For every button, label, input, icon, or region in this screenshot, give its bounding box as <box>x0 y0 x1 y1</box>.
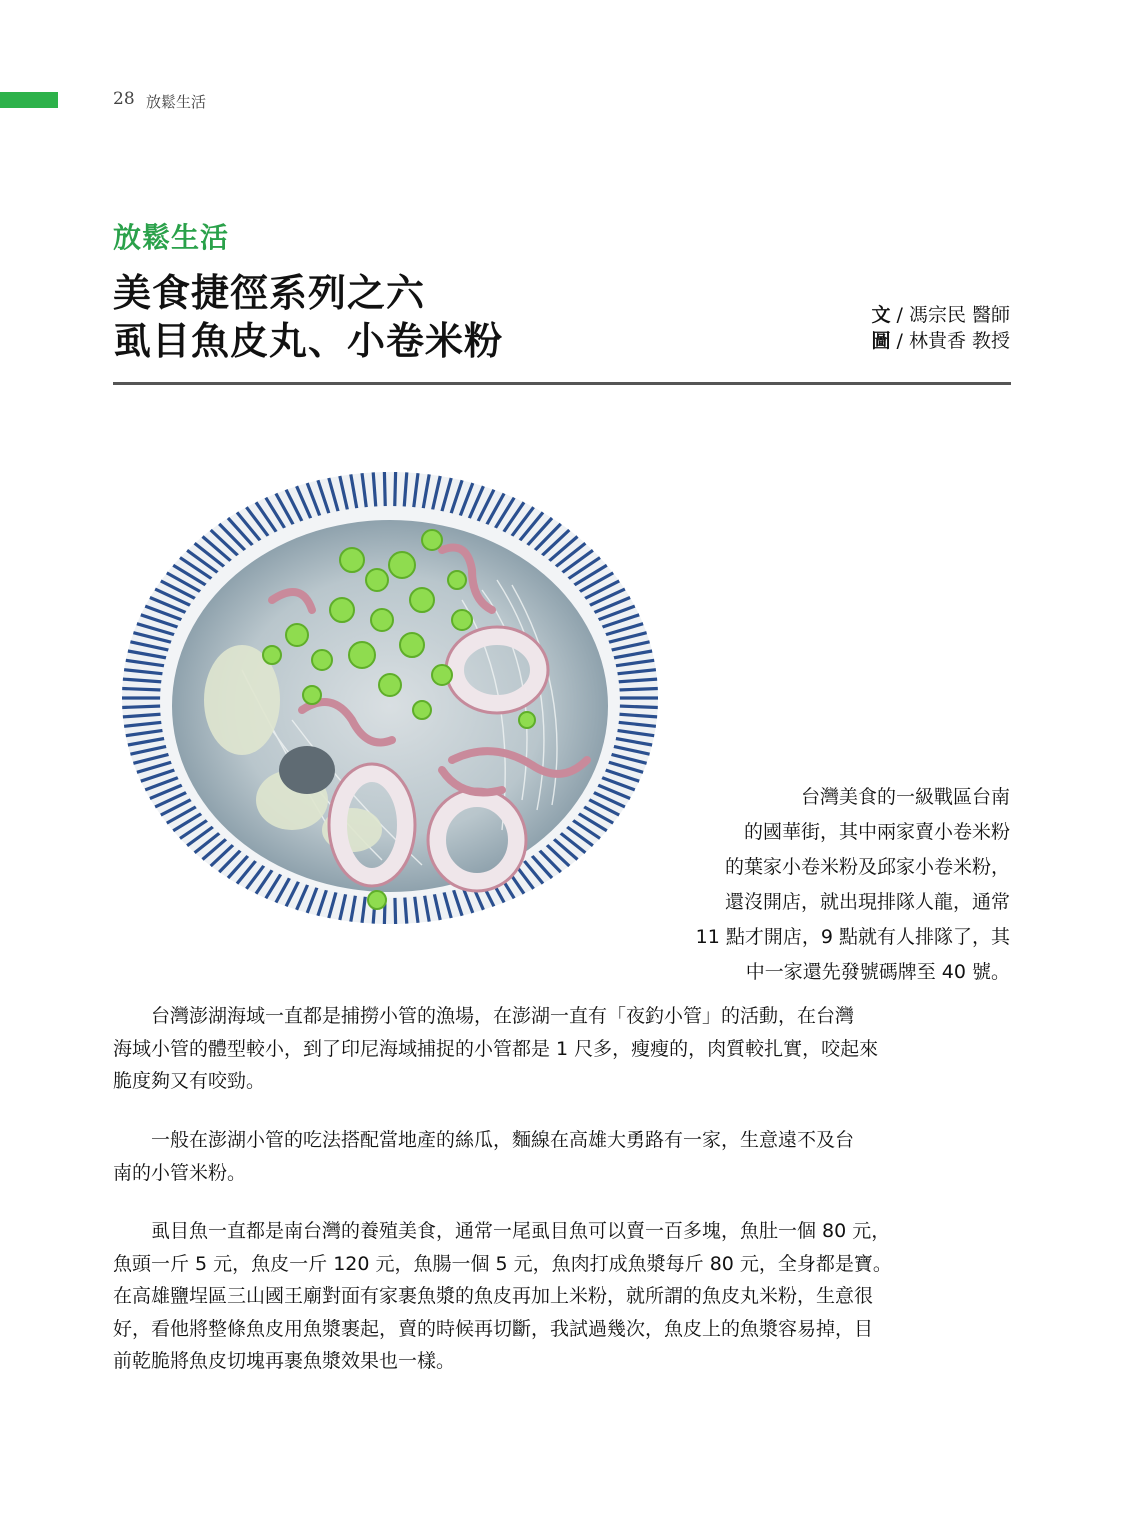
paragraph-line: 魚頭一斤 5 元，魚皮一斤 120 元，魚腸一個 5 元，魚肉打成魚漿每斤 80 元，全身都是寶。 <box>113 1252 892 1275</box>
intro-line: 台灣美食的一級戰區台南 <box>800 786 1010 808</box>
credit-photo-name: / 林貴香 教授 <box>890 330 1010 352</box>
credit-author-label: 文 <box>871 304 891 326</box>
paragraph-line: 前乾脆將魚皮切塊再裹魚漿效果也一樣。 <box>113 1350 456 1372</box>
intro-line: 11 點才開店，9 點就有人排隊了，其 <box>695 926 1010 948</box>
credit-photographer <box>871 326 1010 353</box>
credit-author-name: / 馮宗民 醫師 <box>890 304 1010 326</box>
title-divider <box>113 382 1011 385</box>
paragraph-line: 在高雄鹽埕區三山國王廟對面有家裹魚漿的魚皮再加上米粉，就所謂的魚皮丸米粉，生意很 <box>113 1285 874 1307</box>
paragraph-line: 海域小管的體型較小，到了印尼海域捕捉的小管都是 1 尺多，瘦瘦的，肉質較扎實，咬起來 <box>113 1037 879 1060</box>
squid-rice-noodle-bowl-photo <box>122 470 662 930</box>
paragraph-penghu <box>113 1124 1011 1189</box>
intro-text <box>640 780 1010 990</box>
article-title-line2: 虱目魚皮丸、小卷米粉 <box>113 319 504 363</box>
running-head: 放鬆生活 <box>146 93 207 111</box>
intro-line: 還沒開店，就出現排隊人龍，通常 <box>724 891 1010 913</box>
intro-line: 的國華街，其中兩家賣小卷米粉 <box>743 821 1010 843</box>
page-number: 28 <box>113 89 135 109</box>
paragraph-squid <box>113 1000 1011 1098</box>
credit-author <box>871 300 1010 327</box>
paragraph-line: 好，看他將整條魚皮用魚漿裹起，賣的時候再切斷，我試過幾次，魚皮上的魚漿容易掉，目 <box>113 1317 874 1340</box>
paragraph-milkfish <box>113 1215 1011 1378</box>
paragraph-line: 一般在澎湖小管的吃法搭配當地產的絲瓜，麵線在高雄大勇路有一家，生意遠不及台 <box>113 1129 855 1151</box>
paragraph-line: 虱目魚一直都是南台灣的養殖美食，通常一尾虱目魚可以賣一百多塊，魚肚一個 80 元， <box>113 1220 891 1242</box>
intro-line: 中一家還先發號碼牌至 40 號。 <box>745 961 1010 983</box>
credit-photo-label: 圖 <box>871 330 891 352</box>
paragraph-line: 台灣澎湖海域一直都是捕撈小管的漁場，在澎湖一直有「夜釣小管」的活動，在台灣 <box>113 1005 855 1027</box>
paragraph-line: 脆度夠又有咬勁。 <box>113 1070 266 1092</box>
section-label: 放鬆生活 <box>113 221 230 254</box>
paragraph-line: 南的小管米粉。 <box>113 1161 247 1184</box>
intro-line: 的葉家小卷米粉及邱家小卷米粉， <box>724 856 1010 878</box>
header-accent-bar <box>0 92 58 108</box>
article-title-line1: 美食捷徑系列之六 <box>113 271 426 315</box>
